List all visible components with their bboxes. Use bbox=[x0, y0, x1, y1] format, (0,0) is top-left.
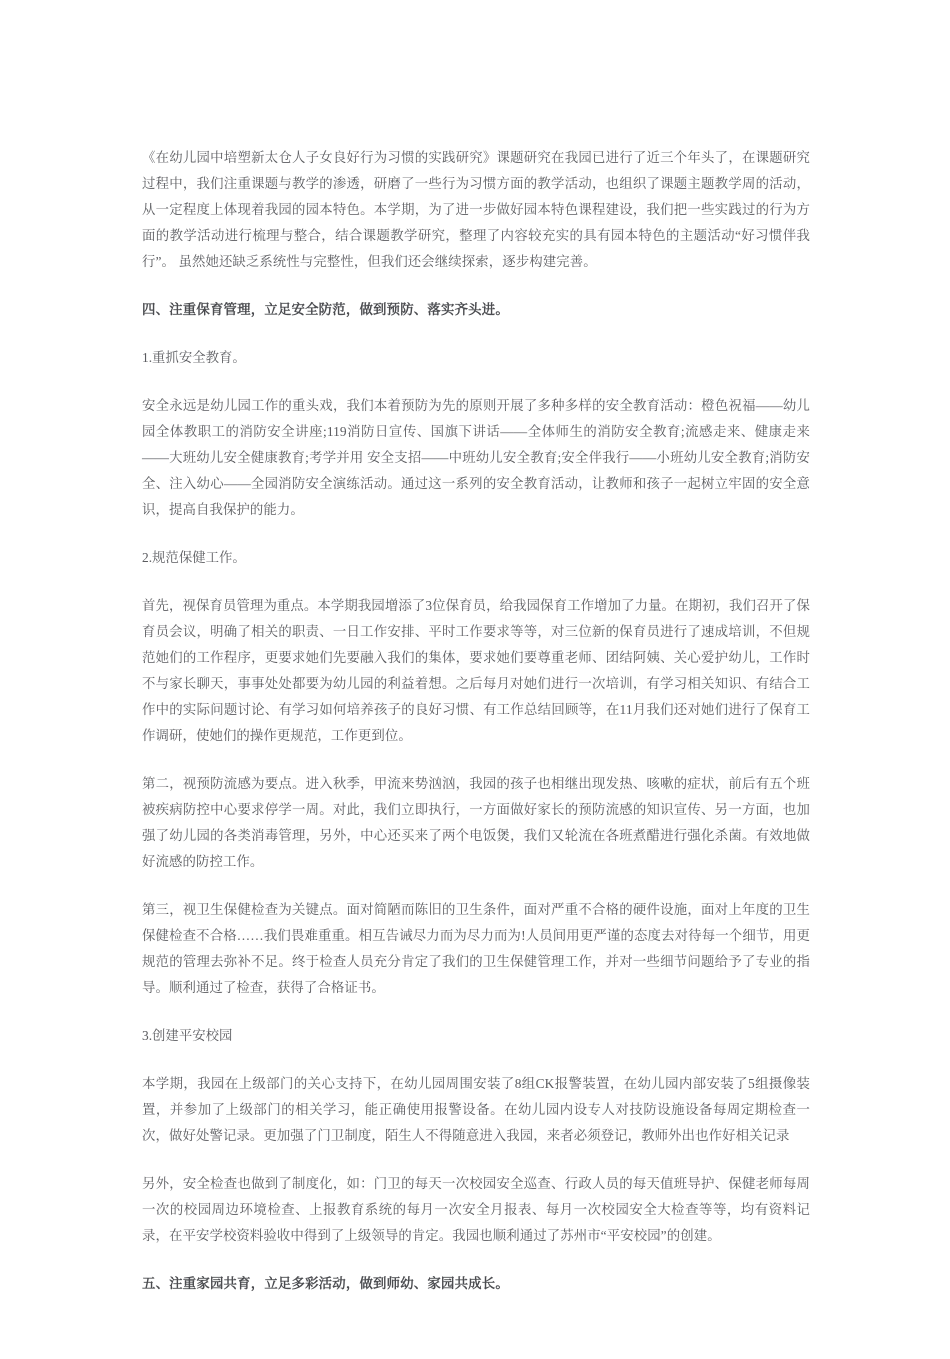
paragraph-flu-prevention: 第二，视预防流感为要点。进入秋季，甲流来势汹汹，我园的孩子也相继出现发热、咳嗽的症状，前后有五个班被疾病防控中心要求停学一周。对此，我们立即执行，一方面做好家长的预防流感的知识宣传、另一方面，也加强了幼儿园的各类消毒管理，另外，中心还买来了两个电饭煲，我们又轮流在各班煮醋进行强化杀菌。有效地做好流感的防控工作。 bbox=[142, 776, 810, 869]
paragraph-research-project: 《在幼儿园中培塑新太仓人子女良好行为习惯的实践研究》课题研究在我园已进行了近三个年头了，在课题研究过程中，我们注重课题与教学的渗透，研磨了一些行为习惯方面的教学活动，也组织了课题主题教学周的活动，从一定程度上体现着我园的园本特色。本学期，为了进一步做好园本特色课程建设，我们把一些实践过的行为方面的教学活动进行梳理与整合，结合课题教学研究，整理了内容较充实的具有园本特色的主题活动“好习惯伴我行”。 虽然她还缺乏系统性与完整性，但我们还会继续探索，逐步构建完善。 bbox=[142, 150, 810, 269]
heading-section-five: 五、注重家园共育，立足多彩活动，做到师幼、家园共成长。 bbox=[142, 1276, 509, 1291]
paragraph-nursery-staff-management: 首先，视保育员管理为重点。本学期我园增添了3位保育员，给我园保育工作增加了力量。在期初，我们召开了保育员会议，明确了相关的职责、一日工作安排、平时工作要求等等，对三位新的保育员进行了速成培训，不但规范她们的工作程序，更要求她们先要融入我们的集体，要求她们要尊重老师、团结阿姨、关心爱护幼儿，工作时不与家长聊天，事事处处都要为幼儿园的利益着想。之后每月对她们进行一次培训，有学习相关知识、有结合工作中的实际问题讨论、有学习如何培养孩子的良好习惯、有工作总结回顾等，在11月我们还对她们进行了保育工作调研，使她们的操作更规范，工作更到位。 bbox=[142, 598, 810, 743]
document-body bbox=[142, 145, 810, 1297]
paragraph-routine-safety-checks: 另外，安全检查也做到了制度化，如：门卫的每天一次校园安全巡查、行政人员的每天值班导护、保健老师每周一次的校园周边环境检查、上报教育系统的每月一次安全月报表、每月一次校园安全大检查等等，均有资料记录，在平安学校资料验收中得到了上级领导的肯定。我园也顺利通过了苏州市“平安校园”的创建。 bbox=[142, 1176, 810, 1243]
paragraph-safety-activities: 安全永远是幼儿园工作的重头戏，我们本着预防为先的原则开展了多种多样的安全教育活动：橙色祝福——幼儿园全体教职工的消防安全讲座;119消防日宣传、国旗下讲话——全体师生的消防安全教育;流感走来、健康走来——大班幼儿安全健康教育;考学并用 安全支招——中班幼儿安全教育;安全伴我行——小班幼儿安全教育;消防安全、注入幼心——全园消防安全演练活动。通过这一系列的安全教育活动，让教师和孩子一起树立牢固的安全意识，提高自我保护的能力。 bbox=[142, 398, 810, 517]
subheading-safe-campus: 3.创建平安校园 bbox=[142, 1028, 233, 1043]
paragraph-security-devices: 本学期，我园在上级部门的关心支持下，在幼儿园周围安装了8组CK报警装置，在幼儿园内部安装了5组摄像装置，并参加了上级部门的相关学习，能正确使用报警设备。在幼儿园内设专人对技防设施设备每周定期检查一次，做好处警记录。更加强了门卫制度，陌生人不得随意进入我园，来者必须登记，教师外出也作好相关记录 bbox=[142, 1076, 810, 1143]
paragraph-hygiene-inspection: 第三，视卫生保健检查为关键点。面对简陋而陈旧的卫生条件，面对严重不合格的硬件设施，面对上年度的卫生保健检查不合格……我们畏难重重。相互告诫尽力而为尽力而为!人员间用更严谨的态度去对待每一个细节，用更规范的管理去弥补不足。终于检查人员充分肯定了我们的卫生保健管理工作，并对一些细节问题给予了专业的指导。顺利通过了检查，获得了合格证书。 bbox=[142, 902, 810, 995]
heading-section-four: 四、注重保育管理，立足安全防范，做到预防、落实齐头进。 bbox=[142, 302, 509, 317]
subheading-safety-education: 1.重抓安全教育。 bbox=[142, 350, 246, 365]
subheading-health-care-work: 2.规范保健工作。 bbox=[142, 550, 246, 565]
